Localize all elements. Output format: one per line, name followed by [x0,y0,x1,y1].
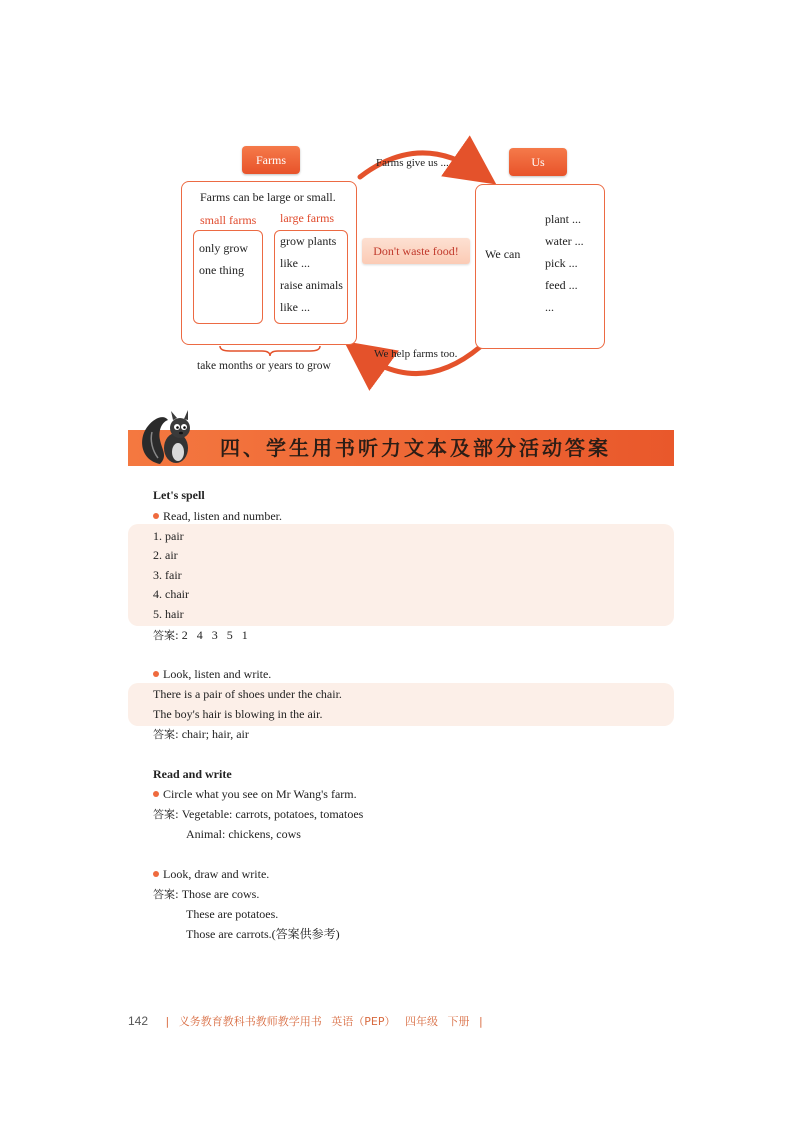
answer-text: These are potatoes. [186,907,279,921]
page-footer: 142 | 义务教育教科书教师教学用书 英语（PEP） 四年级 下册 | [128,1014,483,1028]
answer-label: 答案: [153,888,179,901]
us-box-item: ... [545,300,554,314]
spell-activity1-answer [153,625,248,646]
spell-item: 5. hair [153,607,184,621]
large-farms-line: raise animals [280,278,343,292]
squirrel-mascot-icon [138,408,198,466]
brace-caption: take months or years to grow [197,360,331,372]
rw-activity1-answer [153,804,363,825]
lets-spell-heading: Let's spell [153,488,205,502]
small-farms-label: small farms [200,213,257,227]
answer-label: 答案: [153,728,179,741]
footer-volume: 下册 [447,1015,470,1028]
spell-item: 2. air [153,548,178,562]
spell-item: 4. chair [153,587,189,601]
answer-text: Those are cows. [181,887,260,901]
large-farms-label: large farms [280,211,335,225]
rw-activity2-answer [153,884,259,905]
rw-activity1-instruction: Circle what you see on Mr Wang's farm. [153,784,357,804]
rw-activity2-instruction: Look, draw and write. [153,864,269,884]
large-farms-line: like ... [280,256,310,270]
large-farms-line: like ... [280,300,310,314]
us-box-lead: We can [485,247,521,261]
us-tag: Us [509,148,567,176]
spell-item: 3. fair [153,568,182,582]
section-banner [128,430,674,466]
section-title: 四、学生用书听力文本及部分活动答案 [220,436,611,460]
farms-tag: Farms [242,146,300,174]
farms-box-title: Farms can be large or small. [200,190,336,204]
us-box-item: feed ... [545,278,578,292]
small-farms-line: one thing [199,263,244,277]
answer-label: 答案: [153,629,179,642]
footer-grade: 四年级 [404,1015,438,1028]
answer-text: chair; hair, air [181,727,249,741]
spell-activity2-instruction: Look, listen and write. [153,664,271,684]
read-write-heading: Read and write [153,767,232,781]
footer-book-title: 义务教育教科书教师教学用书 [178,1015,322,1028]
large-farms-line: grow plants [280,234,337,248]
dont-waste-food-label: Don't waste food! [362,238,470,264]
spell-sentence: There is a pair of shoes under the chair. [153,687,342,701]
top-arrow-label: Farms give us ... [376,157,449,169]
spell-item: 1. pair [153,529,184,543]
us-box-item: plant ... [545,212,581,226]
page-number: 142 [128,1014,149,1028]
bottom-arrow-label: We help farms too. [374,348,458,360]
us-box-item: pick ... [545,256,578,270]
answer-text: Those are carrots.(答案供参考) [186,927,340,941]
us-box [475,184,605,349]
answer-text: Animal: chickens, cows [186,827,301,841]
answer-text: 2 4 3 5 1 [181,628,248,642]
footer-subject: 英语（PEP） [331,1015,396,1028]
small-farms-line: only grow [199,241,248,255]
spell-items-band [128,524,674,626]
answer-text: Vegetable: carrots, potatoes, tomatoes [181,807,364,821]
answer-label: 答案: [153,808,179,821]
us-box-item: water ... [545,234,584,248]
spell-sentence: The boy's hair is blowing in the air. [153,707,323,721]
spell-activity2-answer [153,724,249,745]
spell-activity1-instruction: Read, listen and number. [153,506,282,526]
